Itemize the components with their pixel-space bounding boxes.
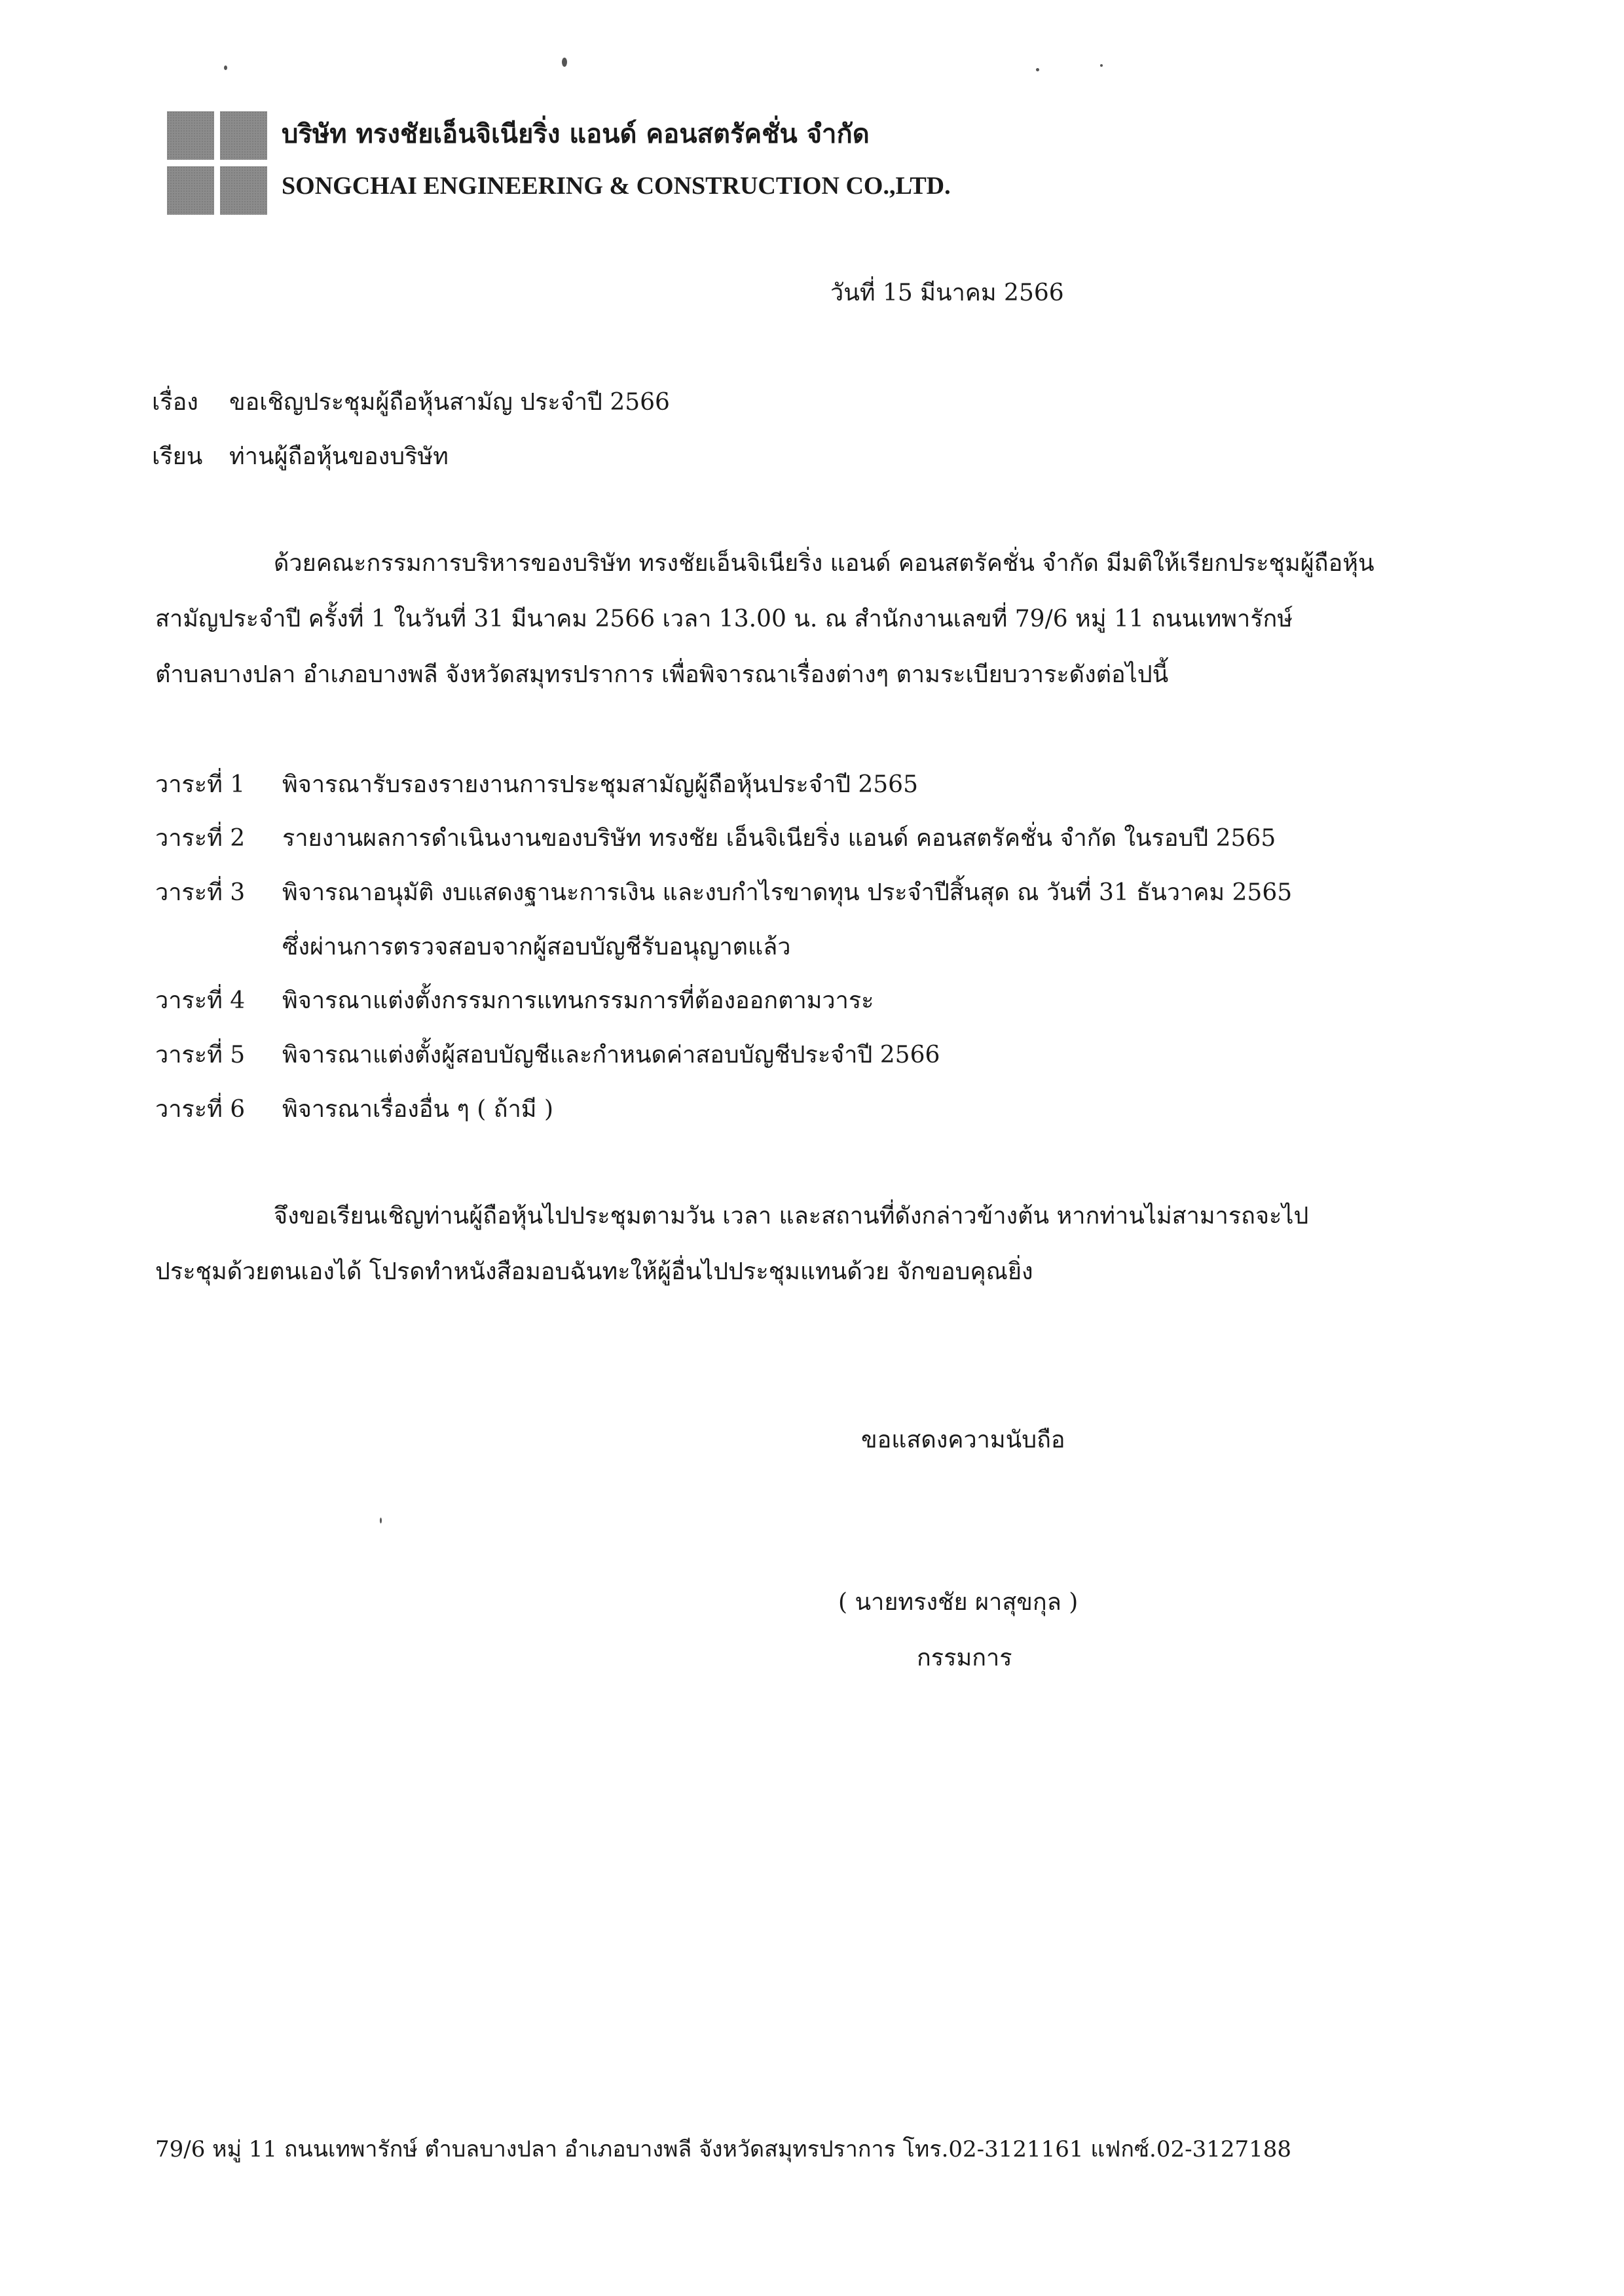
agenda-label: วาระที่ 4 (155, 987, 246, 1014)
signer-position: กรรมการ (917, 1645, 1012, 1671)
intro-line: ตำบลบางปลา อำเภอบางพลี จังหวัดสมุทรปราการ เพื่อพิจารณาเรื่องต่างๆ ตามระเบียบวาระดังต่อไปนี้ (155, 661, 1169, 688)
letter-date: วันที่ 15 มีนาคม 2566 (830, 280, 1064, 306)
agenda-text: พิจารณารับรองรายงานการประชุมสามัญผู้ถือหุ้นประจำปี 2565 (282, 771, 918, 798)
agenda-label: วาระที่ 6 (155, 1096, 246, 1123)
agenda-label: วาระที่ 1 (155, 771, 246, 798)
company-name-thai: บริษัท ทรงชัยเอ็นจิเนียริ่ง แอนด์ คอนสตรัคชั่น จำกัด (282, 118, 870, 149)
subject-label: เรื่อง (152, 389, 198, 416)
closing-salutation: ขอแสดงความนับถือ (861, 1427, 1065, 1453)
agenda-text-continuation: ซึ่งผ่านการตรวจสอบจากผู้สอบบัญชีรับอนุญาตแล้ว (282, 934, 791, 960)
agenda-text: รายงานผลการดำเนินงานของบริษัท ทรงชัย เอ็นจิเนียริ่ง แอนด์ คอนสตรัคชั่น จำกัด ในรอบปี 2565 (282, 825, 1276, 852)
recipient-label: เรียน (152, 443, 203, 470)
invitation-line: ประชุมด้วยตนเองได้ โปรดทำหนังสือมอบฉันทะให้ผู้อื่นไปประชุมแทนด้วย จักขอบคุณยิ่ง (155, 1258, 1033, 1285)
scan-speck (380, 1518, 382, 1523)
agenda-text: พิจารณาอนุมัติ งบแสดงฐานะการเงิน และงบกำไรขาดทุน ประจำปีสิ้นสุด ณ วันที่ 31 ธันวาคม 2565 (282, 879, 1293, 906)
company-logo (167, 111, 267, 215)
scan-speck (224, 65, 227, 70)
subject-value: ขอเชิญประชุมผู้ถือหุ้นสามัญ ประจำปี 2566 (229, 389, 670, 416)
footer-address: 79/6 หมู่ 11 ถนนเทพารักษ์ ตำบลบางปลา อำเภอบางพลี จังหวัดสมุทรปราการ โทร.02-3121161 แฟกซ์.02-3127188 (155, 2136, 1291, 2162)
recipient-value: ท่านผู้ถือหุ้นของบริษัท (229, 443, 449, 470)
scan-speck (1036, 68, 1039, 71)
signer-name: ( นายทรงชัย ผาสุขกุล ) (838, 1589, 1079, 1616)
agenda-label: วาระที่ 3 (155, 879, 246, 906)
agenda-label: วาระที่ 2 (155, 825, 246, 852)
scan-speck (1100, 64, 1103, 67)
company-name-english: SONGCHAI ENGINEERING & CONSTRUCTION CO.,LTD. (282, 172, 951, 200)
agenda-text: พิจารณาแต่งตั้งผู้สอบบัญชีและกำหนดค่าสอบบัญชีประจำปี 2566 (282, 1042, 940, 1068)
intro-line: ด้วยคณะกรรมการบริหารของบริษัท ทรงชัยเอ็นจิเนียริ่ง แอนด์ คอนสตรัคชั่น จำกัด มีมติให้เรียกประชุมผู้ถือหุ้น (274, 550, 1375, 577)
intro-line: สามัญประจำปี ครั้งที่ 1 ในวันที่ 31 มีนาคม 2566 เวลา 13.00 น. ณ สำนักงานเลขที่ 79/6 หมู่ 11 ถนนเทพารักษ์ (155, 606, 1293, 632)
agenda-text: พิจารณาแต่งตั้งกรรมการแทนกรรมการที่ต้องออกตามวาระ (282, 987, 874, 1014)
agenda-label: วาระที่ 5 (155, 1042, 246, 1068)
agenda-text: พิจารณาเรื่องอื่น ๆ ( ถ้ามี ) (282, 1096, 553, 1123)
scan-speck (562, 58, 567, 67)
invitation-line: จึงขอเรียนเชิญท่านผู้ถือหุ้นไปประชุมตามวัน เวลา และสถานที่ดังกล่าวข้างต้น หากท่านไม่สามารถจะไป (274, 1203, 1309, 1230)
